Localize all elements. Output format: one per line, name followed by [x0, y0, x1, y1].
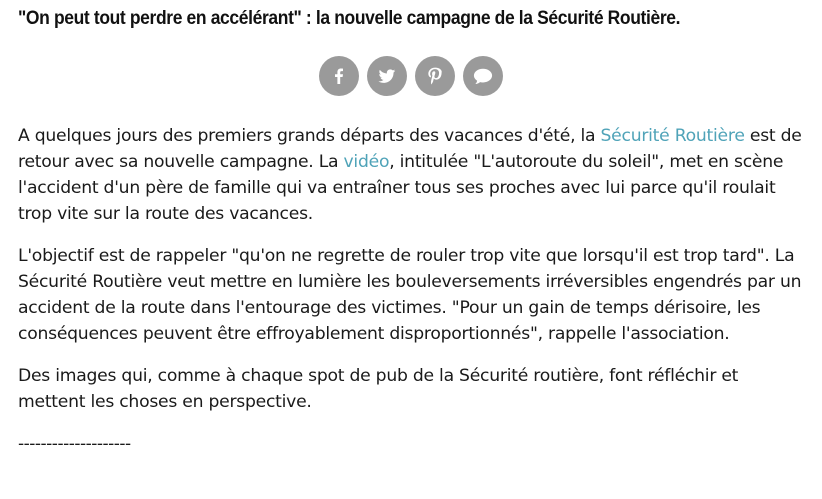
article-headline: "On peut tout perdre en accélérant" : la nouvelle campagne de la Sécurité Routière.: [18, 8, 681, 29]
share-facebook-button[interactable]: [319, 56, 359, 96]
paragraph-text: , intitulée "L'autoroute du soleil", met en scène l'accident d'un père de famille qui va entraîner tous ses proches avec lui parce qu'il roulait trop vite sur la route des vacances.: [18, 152, 784, 224]
paragraph-text: est de retour avec sa nouvelle campagne. La: [18, 126, 802, 172]
comment-button[interactable]: [463, 56, 503, 96]
article: [18, 0, 810, 457]
paragraph-text: A quelques jours des premiers grands départs des vacances d'été, la: [18, 126, 601, 146]
paragraph-intro: [18, 123, 810, 227]
paragraph-objective: L'objectif est de rappeler "qu'on ne regrette de rouler trop vite que lorsqu'il est trop tard". La Sécurité Routière veut mettre en lumière les bouleversements irréversibles engendrés par un accident de la route dans l'entourage des victimes. "Pour un gain de temps dérisoire, les conséquences peuvent être effroyablement disproportionnés", rappelle l'association.: [18, 246, 802, 344]
comment-icon: [472, 66, 494, 86]
share-twitter-button[interactable]: [367, 56, 407, 96]
share-bar: [0, 56, 822, 96]
facebook-icon: [329, 66, 349, 86]
separator-line: --------------------: [18, 434, 131, 454]
pinterest-icon: [425, 66, 445, 86]
securite-routiere-link[interactable]: Sécurité Routière: [600, 126, 745, 146]
paragraph-conclusion: Des images qui, comme à chaque spot de pub de la Sécurité routière, font réfléchir et mettent les choses en perspective.: [18, 366, 739, 412]
video-link[interactable]: vidéo: [343, 152, 390, 172]
share-pinterest-button[interactable]: [415, 56, 455, 96]
twitter-icon: [377, 66, 397, 86]
